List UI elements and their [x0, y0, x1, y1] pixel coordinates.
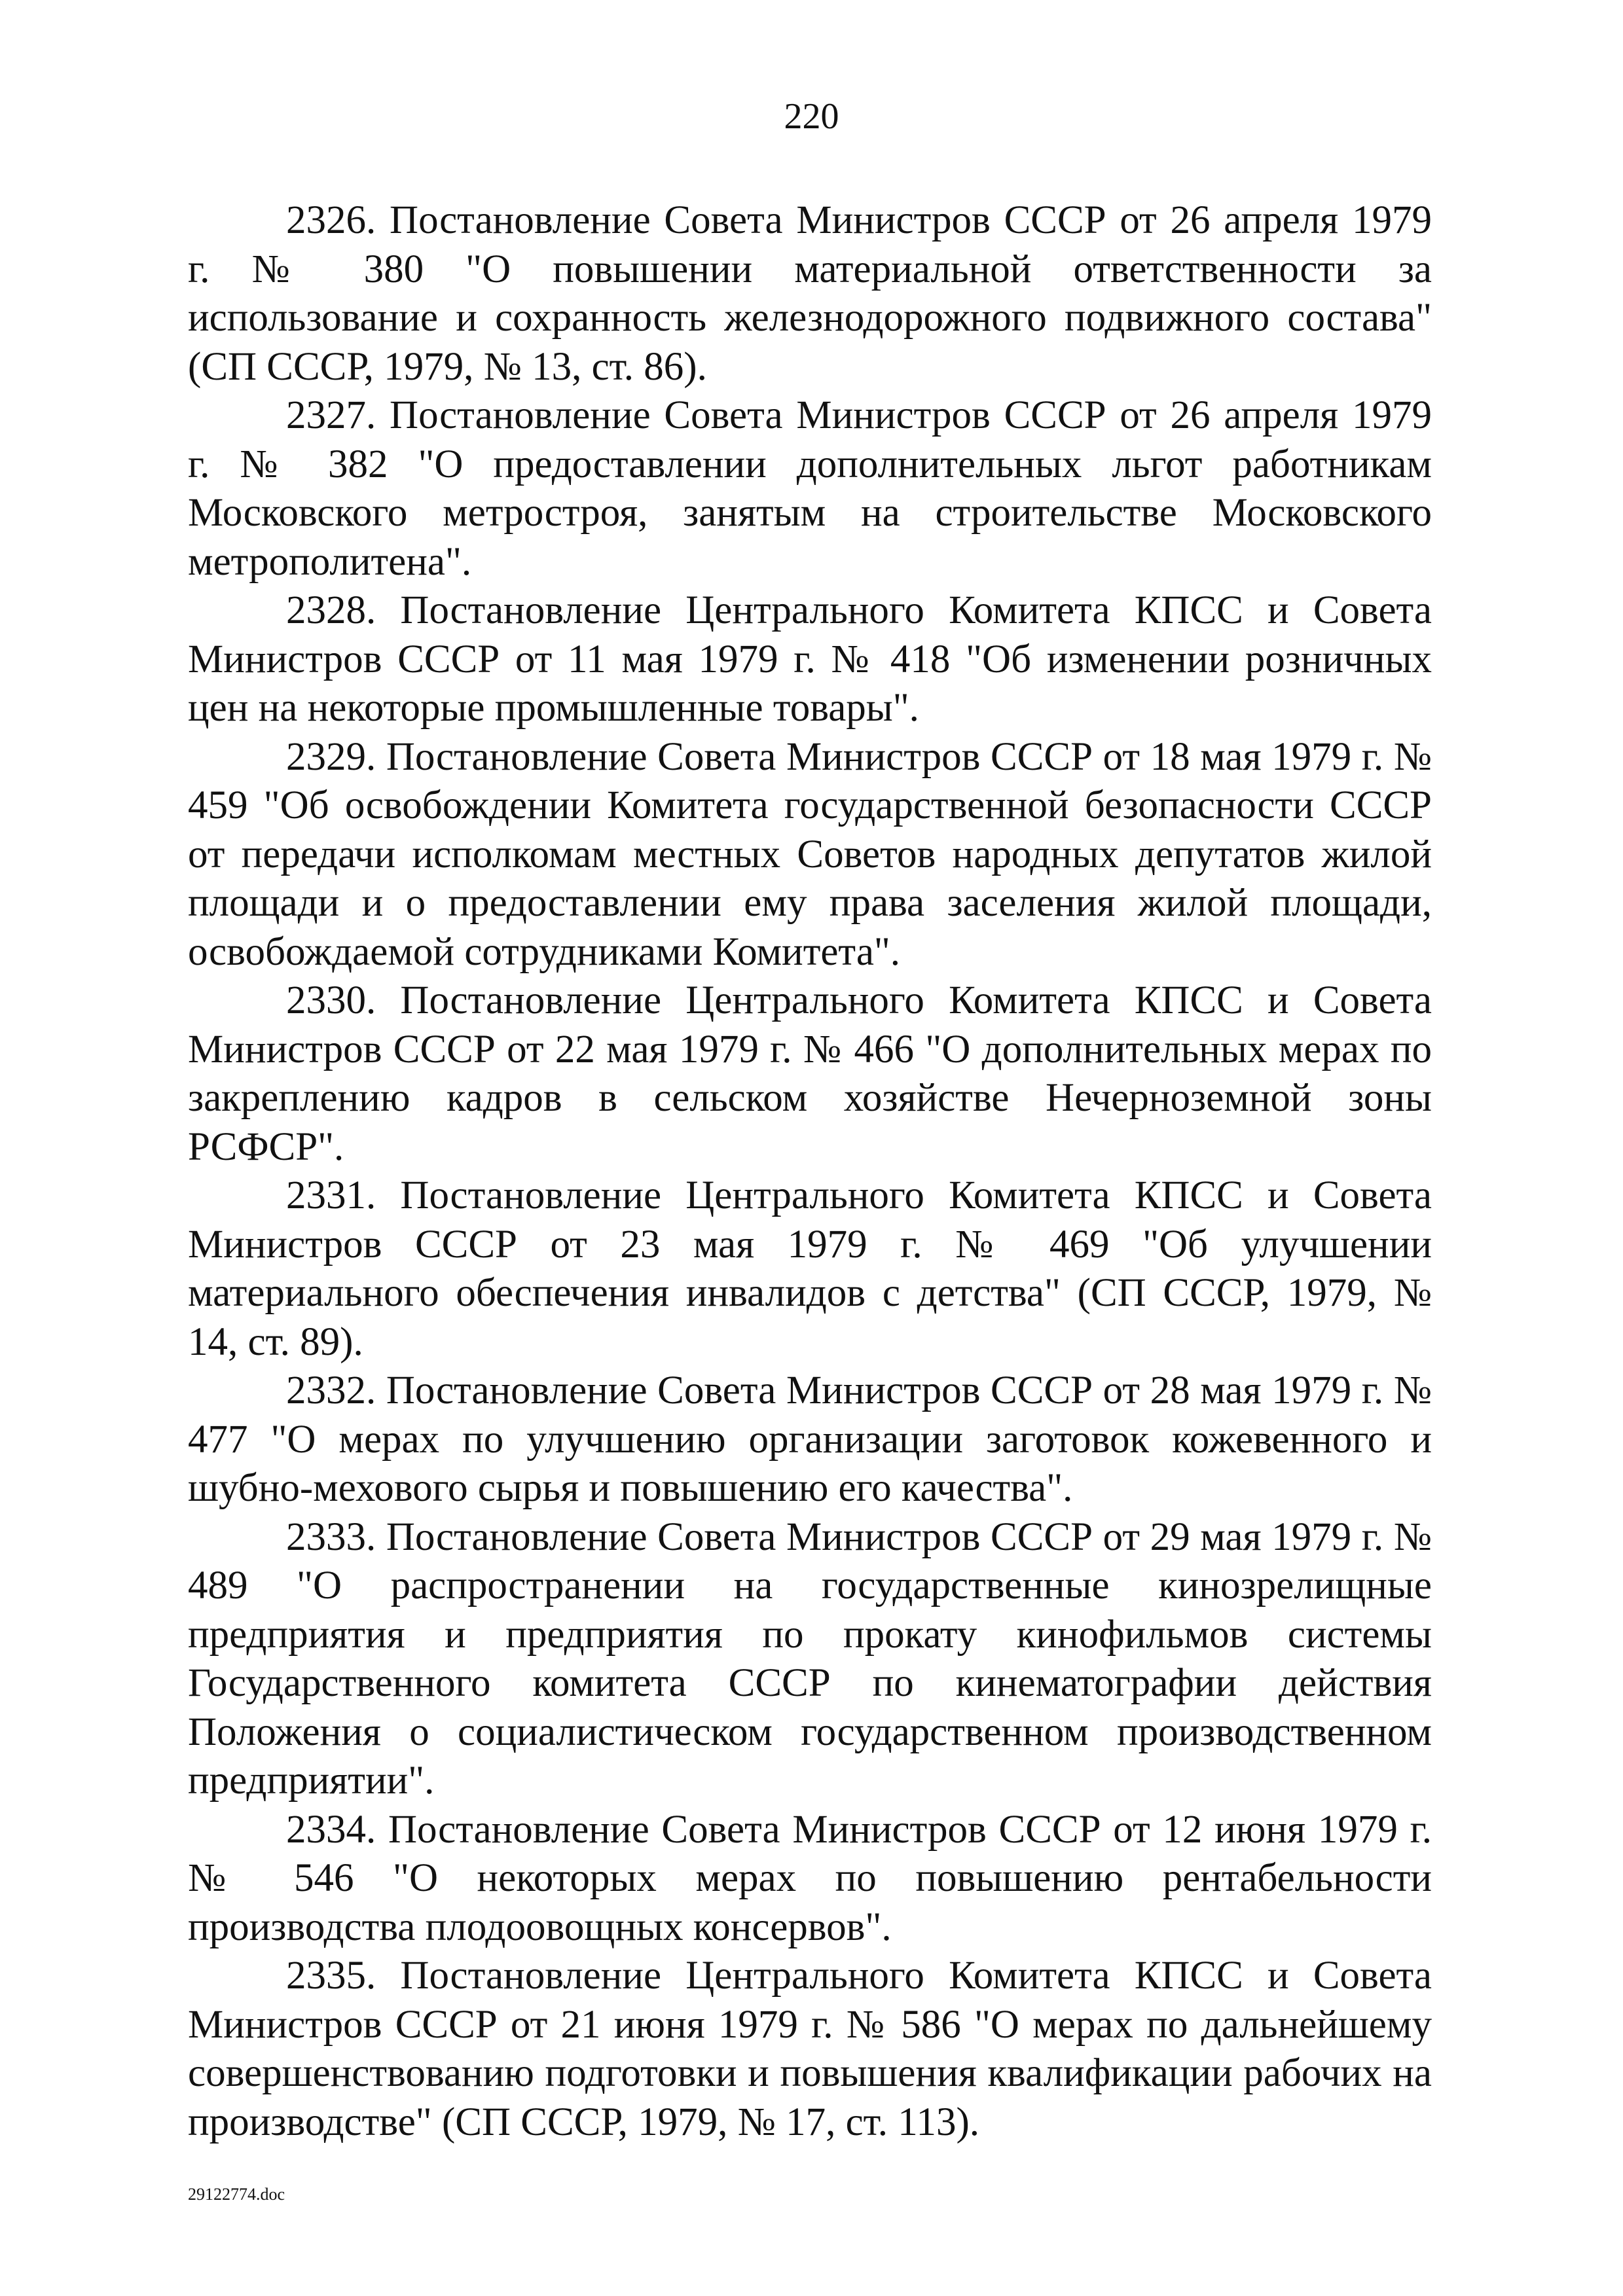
list-item: 2327. Постановление Совета Министров СССР от 26 апреля 1979 г. № 382 "О предоставлении дополнительных льгот работникам Московского метростроя, занятым на строительстве Московского метрополитена".: [188, 393, 1432, 584]
document-body: [188, 196, 1432, 2147]
list-item: 2334. Постановление Совета Министров СССР от 12 июня 1979 г. № 546 "О некоторых мерах по повышению рентабельности производства плодоовощных консервов".: [188, 1807, 1432, 1949]
list-item: 2328. Постановление Центрального Комитета КПСС и Совета Министров СССР от 11 мая 1979 г. № 418 "Об изменении розничных цен на некоторые промышленные товары".: [188, 588, 1432, 730]
list-item: 2331. Постановление Центрального Комитета КПСС и Совета Министров СССР от 23 мая 1979 г. № 469 "Об улучшении материального обеспечения инвалидов с детства" (СП СССР, 1979, № 14, ст. 89).: [188, 1174, 1432, 1364]
page-number: 220: [784, 96, 839, 137]
list-item: 2330. Постановление Центрального Комитета КПСС и Совета Министров СССР от 22 мая 1979 г. № 466 "О дополнительных мерах по закреплению кадров в сельском хозяйстве Нечерноземной зоны РСФСР".: [188, 978, 1432, 1169]
list-item: 2333. Постановление Совета Министров СССР от 29 мая 1979 г. № 489 "О распространении на государственные кинозрелищные предприятия и предприятия по прокату кинофильмов системы Государственного комитета СССР по кинематографии действия Положения о социалистическом государственном производственном предприятии".: [188, 1515, 1432, 1803]
list-item: 2326. Постановление Совета Министров СССР от 26 апреля 1979 г. № 380 "О повышении материальной ответственности за использование и сохранность железнодорожного подвижного состава" (СП СССР, 1979, № 13, ст. 86).: [188, 198, 1432, 389]
list-item: 2335. Постановление Центрального Комитета КПСС и Совета Министров СССР от 21 июня 1979 г. № 586 "О мерах по дальнейшему совершенствованию подготовки и повышения квалификации рабочих на производстве" (СП СССР, 1979, № 17, ст. 113).: [188, 1954, 1432, 2144]
list-item: 2329. Постановление Совета Министров СССР от 18 мая 1979 г. № 459 "Об освобождении Комитета государственной безопасности СССР от передачи исполкомам местных Советов народных депутатов жилой площади и о предоставлении ему права заселения жилой площади, освобождаемой сотрудниками Комитета".: [188, 734, 1432, 974]
list-item: 2332. Постановление Совета Министров СССР от 28 мая 1979 г. № 477 "О мерах по улучшению организации заготовок кожевенного и шубно-мехового сырья и повышению его качества".: [188, 1369, 1432, 1510]
footer-filename: 29122774.doc: [188, 2185, 285, 2204]
